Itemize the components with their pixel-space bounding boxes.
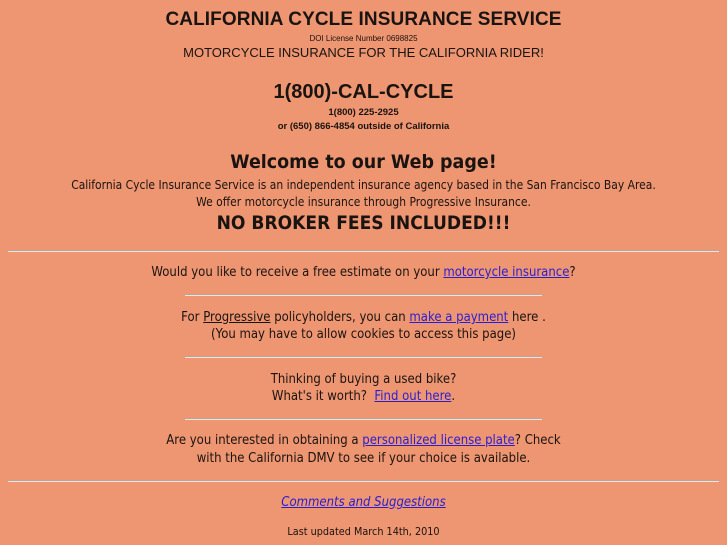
divider (185, 294, 542, 296)
progressive-link[interactable]: Progressive (203, 310, 271, 325)
last-updated: Last updated March 14th, 2010 (287, 525, 440, 538)
about-text-line1: California Cycle Insurance Service is an independent insurance agency based in the San Francisco Bay Area. (71, 177, 656, 192)
license-plate-text-end: ? Check (514, 433, 561, 448)
alternate-phone: or (650) 866-4854 outside of California (277, 121, 450, 132)
welcome-heading: Welcome to our Web page! (230, 151, 497, 173)
vanity-phone: 1(800)-CAL-CYCLE (273, 81, 454, 103)
personalized-license-plate-link[interactable]: personalized license plate (362, 433, 515, 448)
license-plate-section (36, 433, 690, 448)
motorcycle-insurance-link[interactable]: motorcycle insurance (443, 265, 570, 280)
payment-text: For (181, 310, 204, 325)
comments-suggestions-link[interactable]: Comments and Suggestions (281, 495, 446, 510)
site-title: CALIFORNIA CYCLE INSURANCE SERVICE (165, 9, 562, 30)
payment-text-mid: policyholders, you can (270, 310, 410, 325)
divider (8, 480, 719, 482)
used-bike-question: Thinking of buying a used bike? (270, 372, 457, 387)
used-bike-section (36, 389, 690, 404)
payment-text-end: here . (508, 310, 546, 325)
license-plate-text: Are you interested in obtaining a (166, 433, 363, 448)
cookies-note: (You may have to allow cookies to access this page) (211, 327, 516, 342)
divider (185, 418, 542, 420)
make-payment-link[interactable]: make a payment (409, 310, 509, 325)
license-number: DOI License Number 0698825 (309, 34, 418, 43)
payment-section (36, 310, 690, 325)
tagline: MOTORCYCLE INSURANCE FOR THE CALIFORNIA RIDER! (183, 45, 544, 60)
tollfree-phone: 1(800) 225-2925 (328, 107, 399, 118)
estimate-section (36, 265, 690, 280)
divider (185, 356, 542, 358)
used-bike-text-end: . (451, 389, 456, 404)
comments-section (36, 495, 690, 510)
divider (8, 250, 719, 252)
used-bike-text: What's it worth? (271, 389, 375, 404)
estimate-text: Would you like to receive a free estimate on your (151, 265, 444, 280)
no-fees-banner: NO BROKER FEES INCLUDED!!! (216, 212, 511, 234)
about-text-line2: We offer motorcycle insurance through Progressive Insurance. (196, 194, 531, 209)
dmv-note: with the California DMV to see if your choice is available. (196, 451, 531, 466)
estimate-text-end: ? (569, 265, 576, 280)
find-out-here-link[interactable]: Find out here (374, 389, 452, 404)
